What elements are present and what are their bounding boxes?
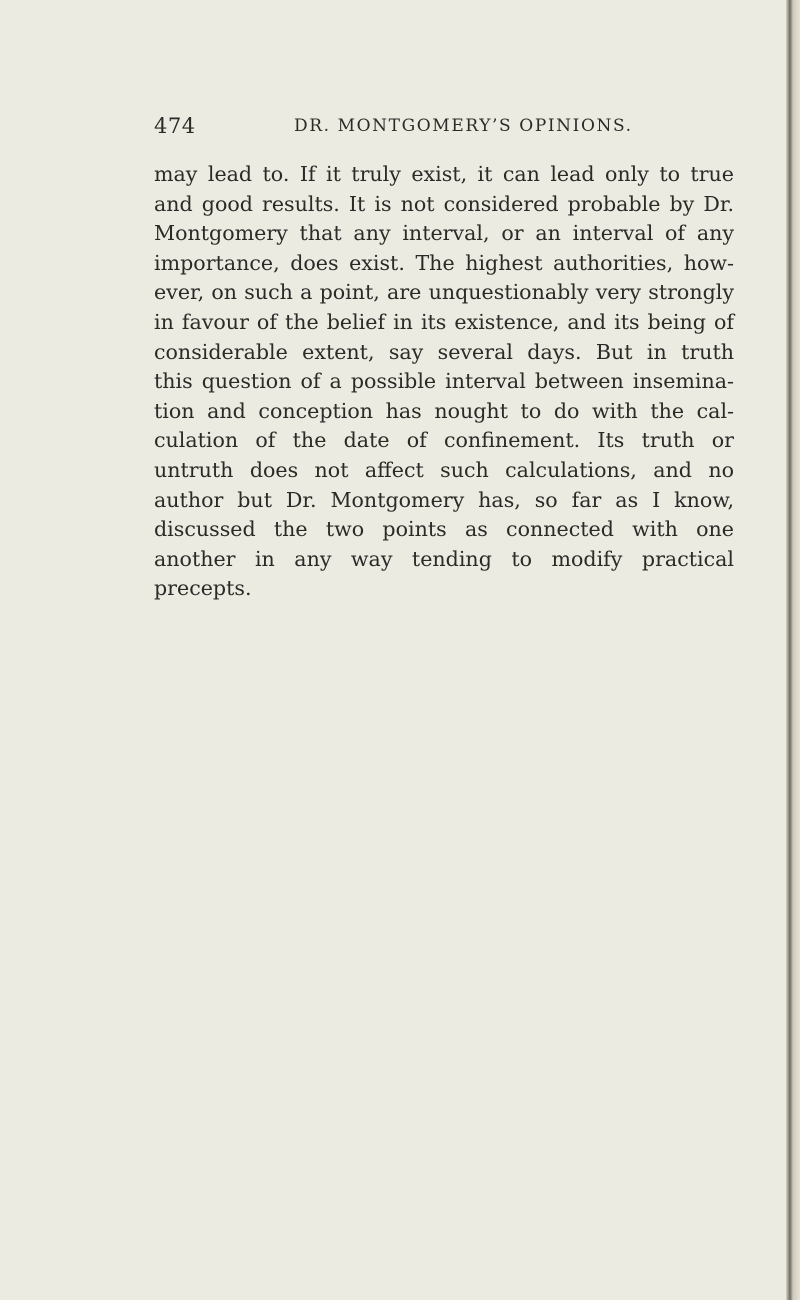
text-line: Montgomery that any interval, or an interval of any (154, 221, 734, 246)
text-line: considerable extent, say several days. But in truth (154, 339, 734, 364)
running-head-title: DR. MONTGOMERY’S OPINIONS. (294, 116, 633, 136)
text-line: and good results. It is not considered probable by Dr. (154, 191, 734, 216)
text-line: tion and conception has nought to do with the cal- (154, 398, 734, 423)
text-line: author but Dr. Montgomery has, so far as I know, (154, 487, 734, 512)
text-line: discussed the two points as connected with one (154, 517, 734, 542)
text-line: ever, on such a point, are unquestionably very strongly (154, 280, 734, 305)
text-line: untruth does not affect such calculations, and no (154, 457, 734, 482)
text-line: may lead to. If it truly exist, it can lead only to true (154, 162, 734, 186)
page-number: 474 (154, 114, 196, 138)
running-head (154, 114, 731, 144)
text-line: in favour of the belief in its existence, and its being of (154, 309, 734, 334)
body-paragraph (154, 160, 734, 604)
page-edge (786, 0, 800, 1300)
text-line: importance, does exist. The highest authorities, how- (154, 250, 734, 275)
text-line: another in any way tending to modify practical (154, 546, 734, 571)
text-line: precepts. (154, 576, 252, 601)
text-line: this question of a possible interval between insemina- (154, 369, 734, 394)
text-line: culation of the date of confinement. Its truth or (154, 428, 734, 453)
